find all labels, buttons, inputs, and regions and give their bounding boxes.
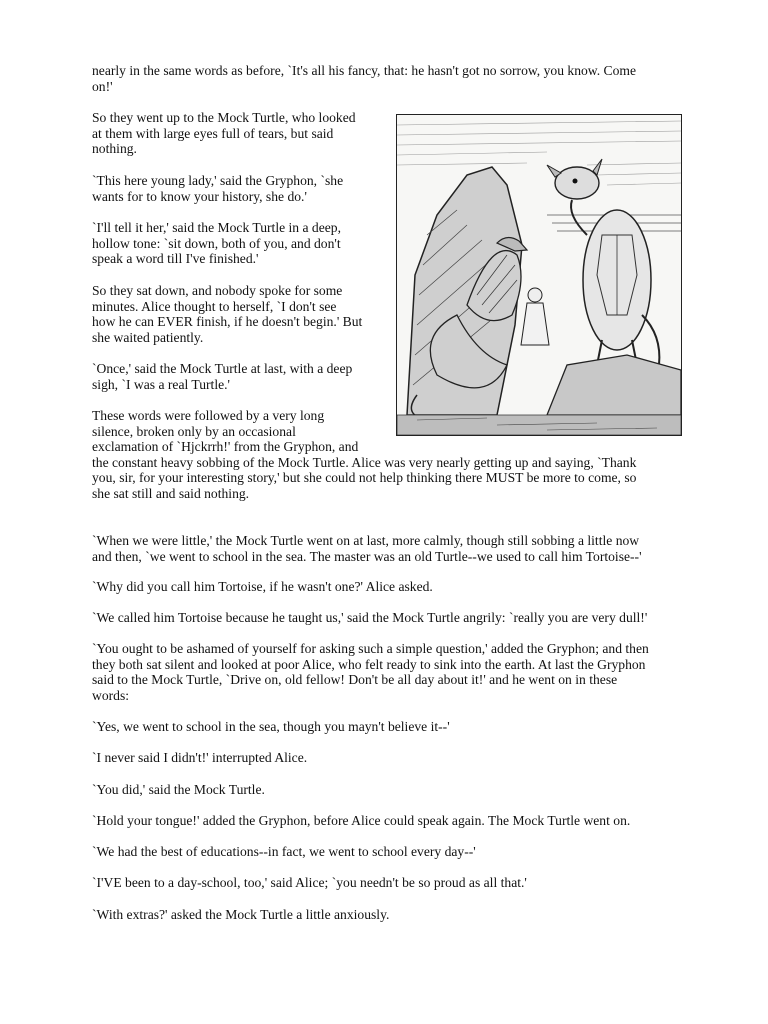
text-line: These words were followed by a very long (92, 408, 325, 423)
paragraph (92, 63, 636, 94)
text-line: and then, `we went to school in the sea. The master was an old Turtle--we used to call him Tortoise--' (92, 548, 642, 564)
text-line: `We had the best of educations--in fact, we went to school every day--' (92, 844, 476, 859)
text-line: `We called him Tortoise because he taught us,' said the Mock Turtle angrily: `really you are very dull!' (92, 610, 648, 625)
text-line: `With extras?' asked the Mock Turtle a little anxiously. (92, 907, 390, 922)
text-line: said to the Mock Turtle, `Drive on, old fellow! Don't be all day about it!' and he went on in these (92, 672, 618, 687)
text-line: `Hold your tongue!' added the Gryphon, before Alice could speak again. The Mock Turtle went on. (92, 813, 631, 828)
text-line: `When we were little,' the Mock Turtle went on at last, more calmly, though still sobbing a little now (92, 533, 640, 548)
paragraph (92, 283, 362, 345)
text-line: `I'VE been to a day-school, too,' said Alice; `you needn't be so proud as all that.' (92, 875, 527, 890)
text-line: on!' (92, 78, 113, 94)
text-line: So they went up to the Mock Turtle, who looked (92, 110, 356, 125)
paragraph (92, 875, 527, 891)
text-line: So they sat down, and nobody spoke for some (92, 283, 343, 298)
text-line: words: (92, 687, 130, 703)
paragraph (92, 750, 307, 766)
text-line: the constant heavy sobbing of the Mock Turtle. Alice was very nearly getting up and saying, `Thank (92, 454, 637, 470)
text-line: `I never said I didn't!' interrupted Alice. (92, 750, 308, 765)
engraving-mock-turtle-gryphon-alice-icon (397, 115, 681, 435)
paragraph (92, 361, 352, 392)
text-line: `You ought to be ashamed of yourself for asking such a simple question,' added the Gryphon; and then (92, 641, 649, 656)
text-line: hollow tone: `sit down, both of you, and don't (92, 235, 341, 251)
text-line: how he can EVER finish, if he doesn't begin.' But (92, 314, 363, 329)
text-line: `Once,' said the Mock Turtle at last, with a deep (92, 361, 353, 376)
paragraph (92, 110, 356, 157)
paragraph (92, 579, 433, 595)
text-line: `I'll tell it her,' said the Mock Turtle in a deep, (92, 220, 341, 235)
text-line: at them with large eyes full of tears, but said (92, 125, 334, 141)
text-line: they both sat silent and looked at poor Alice, who felt ready to sink into the earth. At last the Gryphon (92, 656, 646, 672)
text-line: wants for to know your history, she do.' (92, 188, 307, 204)
paragraph (92, 610, 647, 626)
text-line: nearly in the same words as before, `It's all his fancy, that: he hasn't got no sorrow, you know. Come (92, 63, 636, 78)
text-line: sigh, `I was a real Turtle.' (92, 376, 230, 392)
text-line: silence, broken only by an occasional (92, 423, 296, 439)
text-line: nothing. (92, 141, 137, 156)
paragraph (92, 220, 341, 267)
text-line: she sat still and said nothing. (92, 485, 250, 501)
paragraph (92, 844, 476, 860)
paragraph (92, 533, 642, 564)
paragraph (92, 641, 649, 703)
text-line: `Yes, we went to school in the sea, though you mayn't believe it--' (92, 719, 450, 734)
text-line: she waited patiently. (92, 329, 204, 345)
text-line: `This here young lady,' said the Gryphon, `she (92, 173, 344, 188)
paragraph (92, 719, 450, 735)
paragraph (92, 782, 265, 798)
text-line: `You did,' said the Mock Turtle. (92, 782, 265, 797)
text-line: minutes. Alice thought to herself, `I don't see (92, 298, 337, 314)
paragraph (92, 173, 343, 204)
illustration-mock-turtle-gryphon (396, 114, 682, 436)
text-line: speak a word till I've finished.' (92, 251, 259, 266)
text-line: `Why did you call him Tortoise, if he wasn't one?' Alice asked. (92, 579, 433, 594)
paragraph (92, 408, 636, 501)
paragraph (92, 907, 389, 923)
text-line: you, sir, for your interesting story,' but she could not help thinking there MUST be more to come, so (92, 470, 637, 485)
text-line: exclamation of `Hjckrrh!' from the Gryphon, and (92, 439, 359, 454)
paragraph (92, 813, 630, 829)
